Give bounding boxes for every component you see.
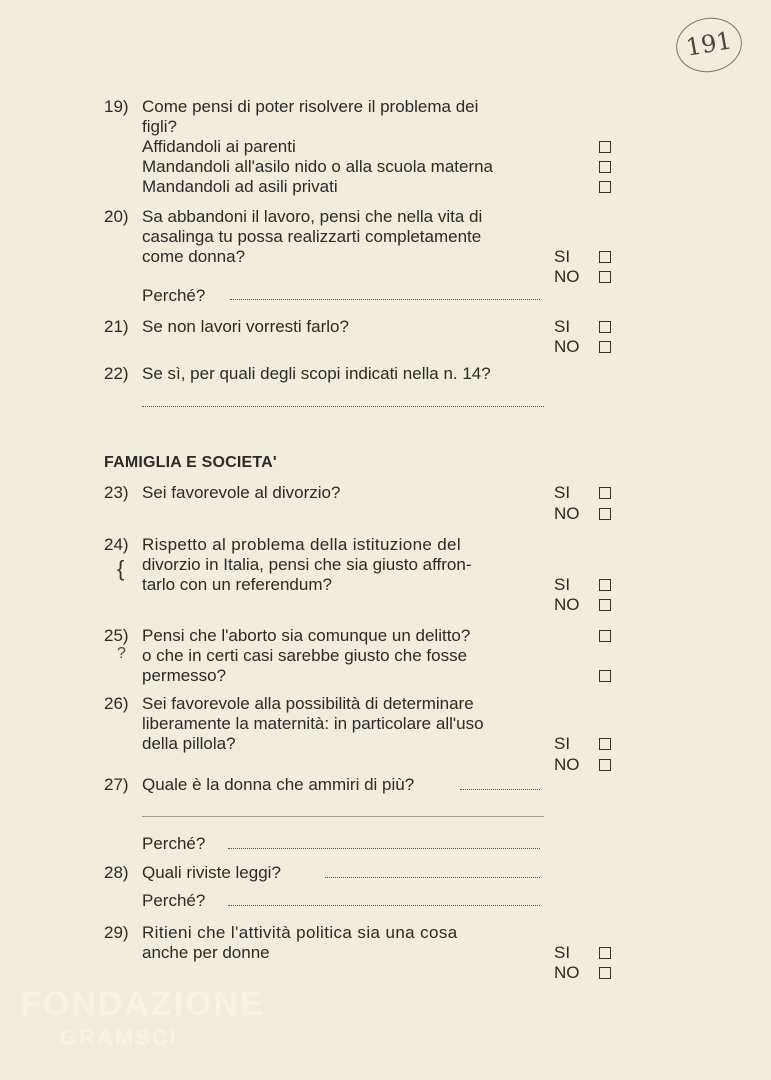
q26-line3: della pillola? xyxy=(142,734,236,753)
q24-number: 24) xyxy=(104,535,129,554)
q27-answer-line-2[interactable] xyxy=(142,816,544,817)
q25-number: 25) xyxy=(104,626,129,645)
q20-why-label: Perché? xyxy=(142,286,206,305)
q20-yes-checkbox[interactable] xyxy=(599,251,611,263)
q29-no-label: NO xyxy=(554,963,580,982)
q21-yes-checkbox[interactable] xyxy=(599,321,611,333)
q21-number: 21) xyxy=(104,317,129,336)
q26-no-checkbox[interactable] xyxy=(599,759,611,771)
q20-yes-label: SI xyxy=(554,247,571,266)
q26-line2: liberamente la maternità: in particolare all'uso xyxy=(142,714,484,733)
q23-no-checkbox[interactable] xyxy=(599,508,611,520)
q26-yes-label: SI xyxy=(554,734,571,753)
q19-number: 19) xyxy=(104,97,129,116)
q29-line2: anche per donne xyxy=(142,943,270,962)
q22-answer-line[interactable] xyxy=(142,406,544,407)
q21-yes-label: SI xyxy=(554,317,571,336)
q25-delitto-checkbox[interactable] xyxy=(599,630,611,642)
q24-yes-checkbox[interactable] xyxy=(599,579,611,591)
q24-line3: tarlo con un referendum? xyxy=(142,575,332,594)
q20-number: 20) xyxy=(104,207,129,226)
q24-no-label: NO xyxy=(554,595,580,614)
archive-stamp: 191 xyxy=(672,13,746,78)
section-heading: FAMIGLIA E SOCIETA' xyxy=(104,454,277,471)
q25-permesso-checkbox[interactable] xyxy=(599,670,611,682)
q27-why-label: Perché? xyxy=(142,834,206,853)
q28-text: Quali riviste leggi? xyxy=(142,863,281,882)
q24-line1: Rispetto al problema della istituzione del xyxy=(142,535,461,554)
q29-no-checkbox[interactable] xyxy=(599,967,611,979)
q19-option1: Affidandoli ai parenti xyxy=(142,137,296,156)
q19-option2-checkbox[interactable] xyxy=(599,161,611,173)
q24-line2: divorzio in Italia, pensi che sia giusto affron- xyxy=(142,555,472,574)
q20-no-label: NO xyxy=(554,267,580,286)
q29-line1: Ritieni che l'attività politica sia una cosa xyxy=(142,923,458,942)
q26-number: 26) xyxy=(104,694,129,713)
q21-no-checkbox[interactable] xyxy=(599,341,611,353)
q20-line2: casalinga tu possa realizzarti completamente xyxy=(142,227,482,246)
q19-option1-checkbox[interactable] xyxy=(599,141,611,153)
q27-number: 27) xyxy=(104,775,129,794)
q29-number: 29) xyxy=(104,923,129,942)
q20-line3: come donna? xyxy=(142,247,246,266)
q23-yes-checkbox[interactable] xyxy=(599,487,611,499)
q27-why-line[interactable] xyxy=(228,848,540,849)
q21-text: Se non lavori vorresti farlo? xyxy=(142,317,349,336)
q25-line3: permesso? xyxy=(142,666,227,685)
watermark-line1: FONDAZIONE xyxy=(20,985,265,1023)
q26-line1: Sei favorevole alla possibilità di determinare xyxy=(142,694,474,713)
handwritten-question-mark: ? xyxy=(117,645,126,662)
q29-yes-checkbox[interactable] xyxy=(599,947,611,959)
q19-option2: Mandandoli all'asilo nido o alla scuola materna xyxy=(142,157,494,176)
watermark-line2: GRAMSCI xyxy=(60,1025,178,1050)
q23-text: Sei favorevole al divorzio? xyxy=(142,483,341,502)
q28-answer-line[interactable] xyxy=(325,877,540,878)
q20-no-checkbox[interactable] xyxy=(599,271,611,283)
q20-line1: Sa abbandoni il lavoro, pensi che nella vita di xyxy=(142,207,483,226)
q27-answer-line[interactable] xyxy=(460,789,540,790)
q22-text: Se sì, per quali degli scopi indicati nella n. 14? xyxy=(142,364,491,383)
q19-line1: Come pensi di poter risolvere il problema dei xyxy=(142,97,479,116)
q25-line1: Pensi che l'aborto sia comunque un delitto? xyxy=(142,626,471,645)
q19-option3-checkbox[interactable] xyxy=(599,181,611,193)
q28-why-label: Perché? xyxy=(142,891,206,910)
q29-yes-label: SI xyxy=(554,943,571,962)
q27-text: Quale è la donna che ammiri di più? xyxy=(142,775,415,794)
q22-number: 22) xyxy=(104,364,129,383)
q23-yes-label: SI xyxy=(554,483,571,502)
q19-line2: figli? xyxy=(142,117,177,136)
q28-number: 28) xyxy=(104,863,129,882)
handwritten-bracket-mark: { xyxy=(117,556,125,581)
q23-number: 23) xyxy=(104,483,129,502)
q25-line2: o che in certi casi sarebbe giusto che fosse xyxy=(142,646,468,665)
q28-why-line[interactable] xyxy=(228,905,540,906)
q19-option3: Mandandoli ad asili privati xyxy=(142,177,338,196)
q21-no-label: NO xyxy=(554,337,580,356)
q26-no-label: NO xyxy=(554,755,580,774)
q23-no-label: NO xyxy=(554,504,580,523)
q20-why-line[interactable] xyxy=(230,299,540,300)
q26-yes-checkbox[interactable] xyxy=(599,738,611,750)
q24-no-checkbox[interactable] xyxy=(599,599,611,611)
q24-yes-label: SI xyxy=(554,575,571,594)
